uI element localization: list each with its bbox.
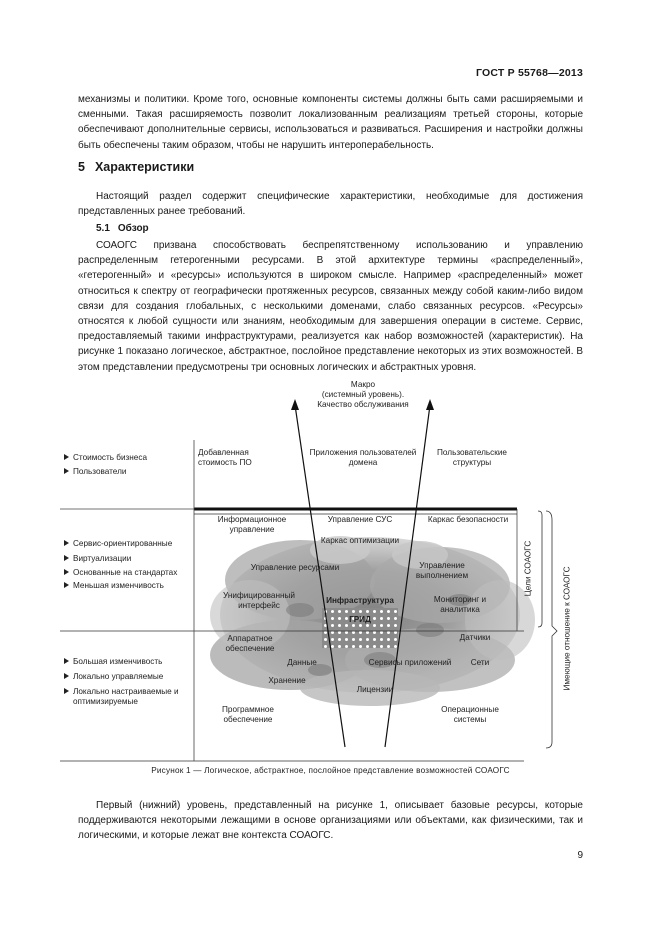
domain-apps-label: Приложения пользователей домена	[309, 448, 417, 467]
goals-bracket	[538, 511, 542, 627]
section-5-heading	[78, 160, 204, 174]
paragraph-continuation: механизмы и политики. Кроме того, основные компоненты системы должны быть сами расширяемыми и сменными. Такая расширяемость позволит локализованным реализациям третьей стороны, которые обеспечивают дополнительные сервисы, использоваться и развиваться. Расширения и настройки должны быть обеспечены таким образом, чтобы не нарушить интероперабельность.	[78, 94, 583, 151]
optimization-framework-label: Каркас оптимизации	[320, 536, 400, 545]
arrow-up-icon	[291, 399, 299, 410]
bullet-virtualization: Виртуализации	[64, 554, 131, 564]
data-label: Данные	[287, 658, 317, 667]
software-label: Программное обеспечение	[222, 705, 274, 724]
os-label: Операционные системы	[441, 705, 499, 724]
execution-management-label: Управление выполнением	[415, 561, 469, 580]
infrastructure-label: Инфраструктура	[326, 596, 394, 605]
grid-label: ГРИД	[349, 615, 371, 624]
triangle-bullet-icon	[64, 688, 69, 694]
figure-1	[0, 370, 661, 780]
triangle-bullet-icon	[64, 540, 69, 546]
figure-caption: Рисунок 1 — Логическое, абстрактное, послойное представление возможностей СОАОГС	[151, 766, 510, 775]
app-services-label: Сервисы приложений	[368, 658, 452, 667]
apex-label: Макро (системный уровень). Качество обслуживания	[317, 380, 409, 409]
sensors-label: Датчики	[459, 633, 491, 642]
relevant-label: Имеющие отношение к СОАОГС	[562, 566, 572, 691]
triangle-bullet-icon	[64, 454, 69, 460]
bullet-standards-based: Основанные на стандартах	[64, 568, 177, 578]
bullet-users: Пользователи	[64, 467, 126, 477]
value-added-software-label: Добавленная стоимость ПО	[198, 448, 252, 467]
triangle-bullet-icon	[64, 555, 69, 561]
resource-management-label: Управление ресурсами	[250, 563, 340, 572]
bullet-locally-managed: Локально управляемые	[64, 672, 163, 682]
subsection-title: Обзор	[117, 223, 149, 234]
hardware-label: Аппаратное обеспечение	[225, 634, 275, 653]
bullet-locally-configured: Локально настраиваемые и оптимизируемые	[64, 687, 203, 707]
security-framework-label: Каркас безопасности	[427, 515, 509, 524]
section-number: 5	[78, 160, 85, 174]
sus-management-label: Управление СУС	[327, 515, 393, 524]
arrow-up-icon	[426, 399, 434, 410]
bullet-business-value: Стоимость бизнеса	[64, 453, 147, 463]
triangle-bullet-icon	[64, 658, 69, 664]
bullet-service-oriented: Сервис-ориентированные	[64, 539, 172, 549]
triangle-bullet-icon	[64, 468, 69, 474]
info-management-label: Информационное управление	[217, 515, 287, 534]
unified-interface-label: Унифицированный интерфейс	[223, 591, 295, 610]
licenses-label: Лицензии	[356, 685, 394, 694]
paragraph-overview: СОАОГС призвана способствовать беспрепятственному использованию и управлению распределенным гетерогенными ресурсами. В этой архитектуре термины «распределенный», «гетерогенный» и «ресурсы» используются в широком смысле. Например «распределенный» может относиться к спектру от географически протяженных ресурсов, связанных между собой каким-либо видом связи для создания глобальных, с несколькими доменами, слабо связанных ресурсов. «Ресурсы» относятся к любой сущности или знаниям, необходимым для завершения операции в системе. Сервис, предоставляемый такими инфраструктурами, реализуется как набор возможностей (характеристик). На рисунке 1 показано логическое, абстрактное, послойное представление некоторых из этих возможностей. В этом представлении предусмотрены три основных логических и абстрактных уровня.	[78, 240, 583, 373]
page-number: 9	[577, 850, 583, 861]
user-structures-label: Пользовательские структуры	[437, 448, 507, 467]
storage-label: Хранение	[268, 676, 306, 685]
section-5-1-heading	[96, 223, 157, 234]
triangle-bullet-icon	[64, 582, 69, 588]
bullet-less-variability: Меньшая изменчивость	[64, 581, 164, 591]
section-title: Характеристики	[94, 160, 195, 174]
paragraph-first-level: Первый (нижний) уровень, представленный на рисунке 1, описывает базовые ресурсы, которые поддерживаются некоторыми лежащими в основе организациями или объектами, как физическими, так и логическими, и которые лежат вне контекста СОАОГС.	[78, 800, 583, 842]
goals-label: Цели СОАОГС	[523, 540, 533, 597]
monitoring-label: Мониторинг и аналитика	[433, 595, 487, 614]
triangle-bullet-icon	[64, 673, 69, 679]
paragraph-section-intro: Настоящий раздел содержит специфические характеристики, необходимые для достижения представленных ранее требований.	[78, 191, 583, 218]
subsection-number: 5.1	[96, 223, 110, 234]
bullet-more-variability: Большая изменчивость	[64, 657, 162, 667]
document-header: ГОСТ Р 55768—2013	[475, 67, 583, 79]
relevant-bracket	[546, 511, 557, 748]
networks-label: Сети	[470, 658, 490, 667]
triangle-bullet-icon	[64, 569, 69, 575]
grid-block	[322, 608, 398, 648]
